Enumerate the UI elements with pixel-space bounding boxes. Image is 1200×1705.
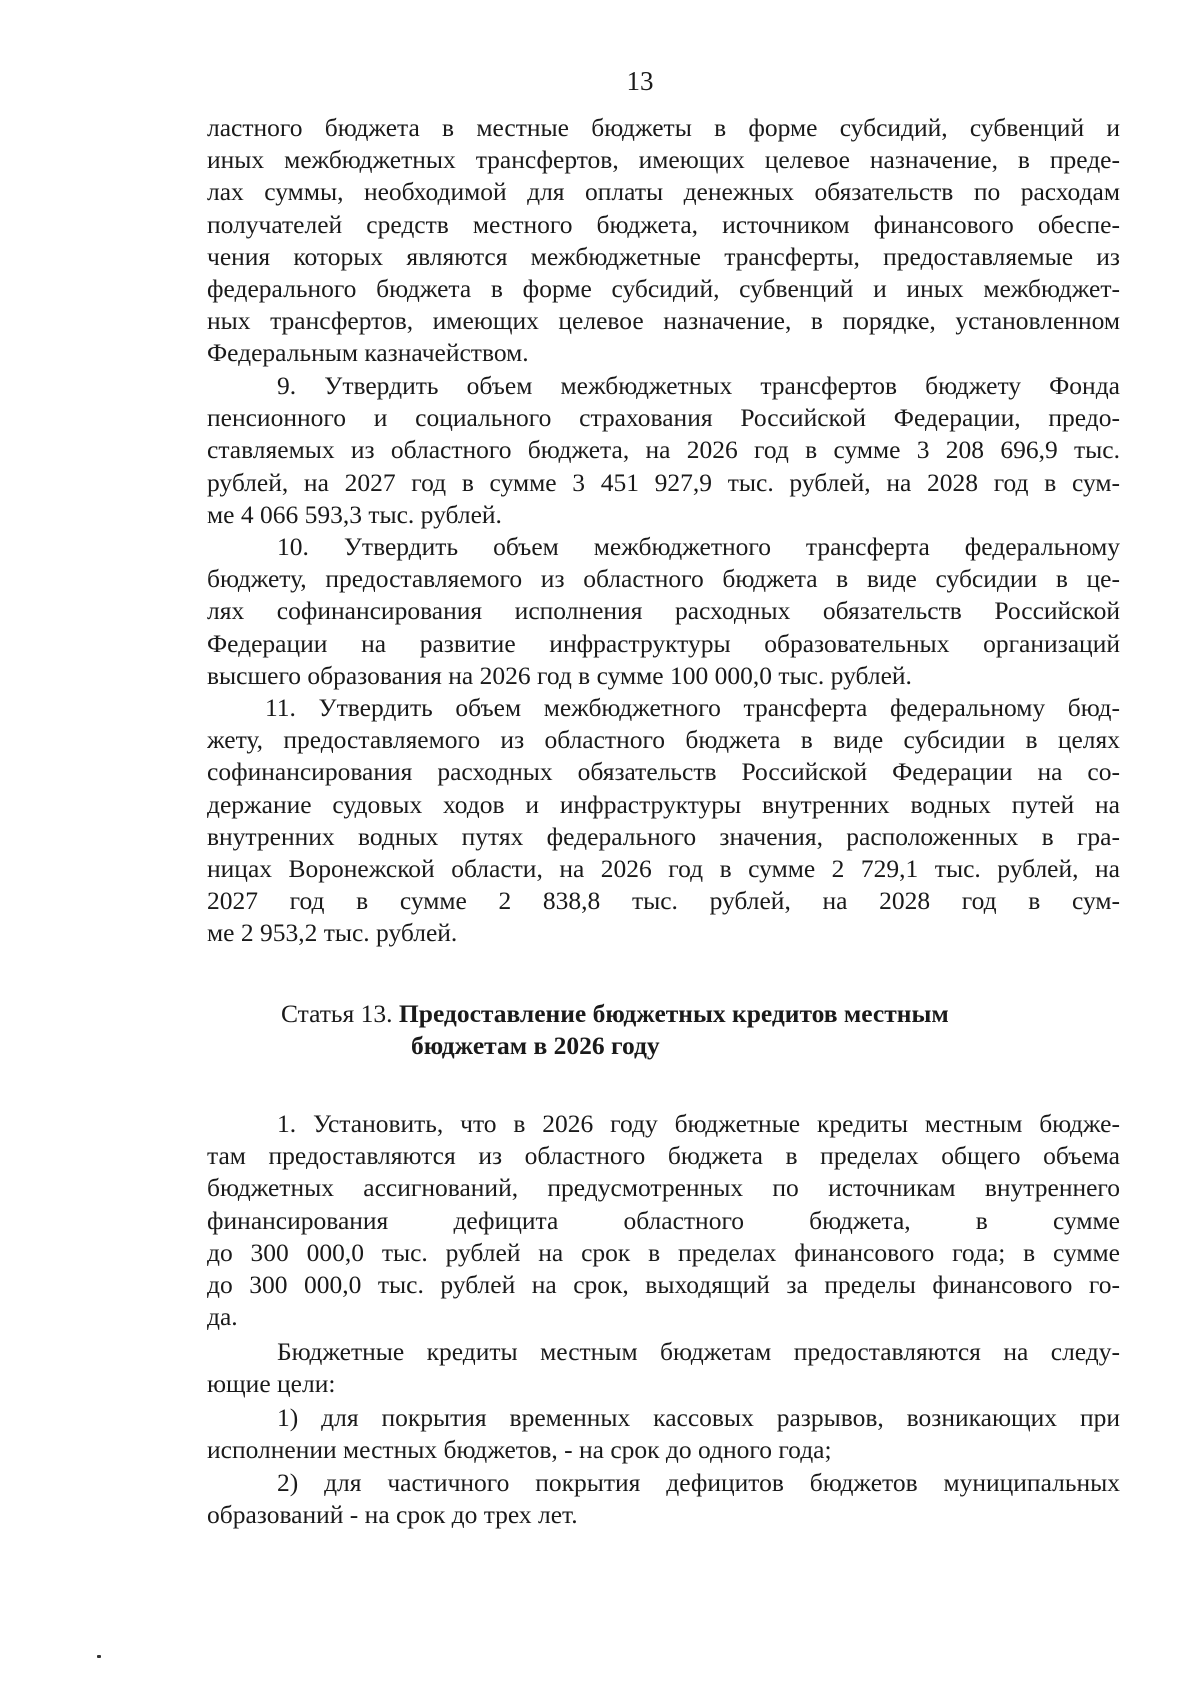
text-line: там предоставляются из областного бюджета в пределах общего объема bbox=[207, 1141, 1120, 1171]
text-line: ме 4 066 593,3 тыс. рублей. bbox=[207, 499, 502, 529]
text-line: ластного бюджета в местные бюджеты в форме субсидий, субвенций и bbox=[207, 113, 1120, 142]
article-item-1 bbox=[207, 1402, 1120, 1466]
article-label: Статья 13. bbox=[281, 999, 393, 1028]
text-line: Федеральным казначейством. bbox=[207, 338, 529, 368]
scan-speck bbox=[97, 1655, 101, 1658]
article-title: Предоставление бюджетных кредитов местным bbox=[398, 999, 949, 1028]
text-line: лах суммы, необходимой для оплаты денежных обязательств по расходам bbox=[207, 177, 1120, 207]
text-line: бюджетных ассигнований, предусмотренных по источникам внутреннего bbox=[207, 1173, 1120, 1203]
text-line: держание судовых ходов и инфраструктуры внутренних водных путей на bbox=[207, 789, 1120, 819]
text-line: 2) для частичного покрытия дефицитов бюджетов муниципальных bbox=[277, 1468, 1120, 1497]
text-line: до 300 000,0 тыс. рублей на срок, выходящий за пределы финансового го- bbox=[207, 1269, 1120, 1299]
text-line: исполнении местных бюджетов, - на срок до одного года; bbox=[207, 1435, 832, 1465]
paragraph-11 bbox=[207, 692, 1120, 950]
text-line: ставляемых из областного бюджета, на 2026 год в сумме 3 208 696,9 тыс. bbox=[207, 435, 1120, 465]
text-line: ницах Воронежской области, на 2026 год в сумме 2 729,1 тыс. рублей, на bbox=[207, 853, 1120, 883]
paragraph-continuation bbox=[207, 112, 1120, 370]
article-paragraph-2 bbox=[207, 1336, 1120, 1400]
text-line: жету, предоставляемого из областного бюджета в виде субсидии в целях bbox=[207, 725, 1120, 755]
text-line: Федерации на развитие инфраструктуры образовательных организаций bbox=[207, 628, 1120, 658]
text-line: рублей, на 2027 год в сумме 3 451 927,9 тыс. рублей, на 2028 год в сум- bbox=[207, 467, 1120, 497]
text-line: ме 2 953,2 тыс. рублей. bbox=[207, 918, 458, 948]
text-line: чения которых являются межбюджетные трансферты, предоставляемые из bbox=[207, 241, 1120, 271]
text-line: ющие цели: bbox=[207, 1369, 336, 1399]
text-line: бюджету, предоставляемого из областного бюджета в виде субсидии в це- bbox=[207, 564, 1120, 594]
text-line: 1. Установить, что в 2026 году бюджетные кредиты местным бюдже- bbox=[277, 1109, 1120, 1138]
text-line: финансирования дефицита областного бюджета, в сумме bbox=[207, 1205, 1120, 1235]
article-item-2 bbox=[207, 1467, 1120, 1531]
article-heading bbox=[281, 998, 949, 1062]
text-line: 11. Утвердить объем межбюджетного трансферта федеральному бюд- bbox=[265, 693, 1120, 722]
text-line: лях софинансирования исполнения расходных обязательств Российской bbox=[207, 596, 1120, 626]
page-number: 13 bbox=[626, 66, 654, 96]
text-line: да. bbox=[207, 1302, 238, 1332]
text-line: до 300 000,0 тыс. рублей на срок в пределах финансового года; в сумме bbox=[207, 1237, 1120, 1267]
text-line: софинансирования расходных обязательств Российской Федерации на со- bbox=[207, 757, 1120, 787]
text-line: 2027 год в сумме 2 838,8 тыс. рублей, на 2028 год в сум- bbox=[207, 886, 1120, 916]
article-title-continued: бюджетам в 2026 году bbox=[411, 1031, 660, 1060]
text-line: 9. Утвердить объем межбюджетных трансфертов бюджету Фонда bbox=[277, 371, 1120, 400]
text-line: ных трансфертов, имеющих целевое назначение, в порядке, установленном bbox=[207, 306, 1120, 336]
text-line: высшего образования на 2026 год в сумме 100 000,0 тыс. рублей. bbox=[207, 660, 912, 690]
text-line: пенсионного и социального страхования Российской Федерации, предо- bbox=[207, 403, 1120, 433]
text-line: 10. Утвердить объем межбюджетного трансферта федеральному bbox=[277, 532, 1120, 561]
paragraph-9 bbox=[207, 370, 1120, 531]
text-line: 1) для покрытия временных кассовых разрывов, возникающих при bbox=[277, 1403, 1120, 1432]
text-line: образований - на срок до трех лет. bbox=[207, 1500, 578, 1530]
text-line: иных межбюджетных трансфертов, имеющих целевое назначение, в преде- bbox=[207, 145, 1120, 175]
article-paragraph-1 bbox=[207, 1108, 1120, 1333]
text-line: получателей средств местного бюджета, источником финансового обеспе- bbox=[207, 209, 1120, 239]
text-line: федерального бюджета в форме субсидий, субвенций и иных межбюджет- bbox=[207, 273, 1120, 303]
text-line: Бюджетные кредиты местным бюджетам предоставляются на следу- bbox=[277, 1337, 1120, 1366]
text-line: внутренних водных путях федерального значения, расположенных в гра- bbox=[207, 821, 1120, 851]
paragraph-10 bbox=[207, 531, 1120, 692]
